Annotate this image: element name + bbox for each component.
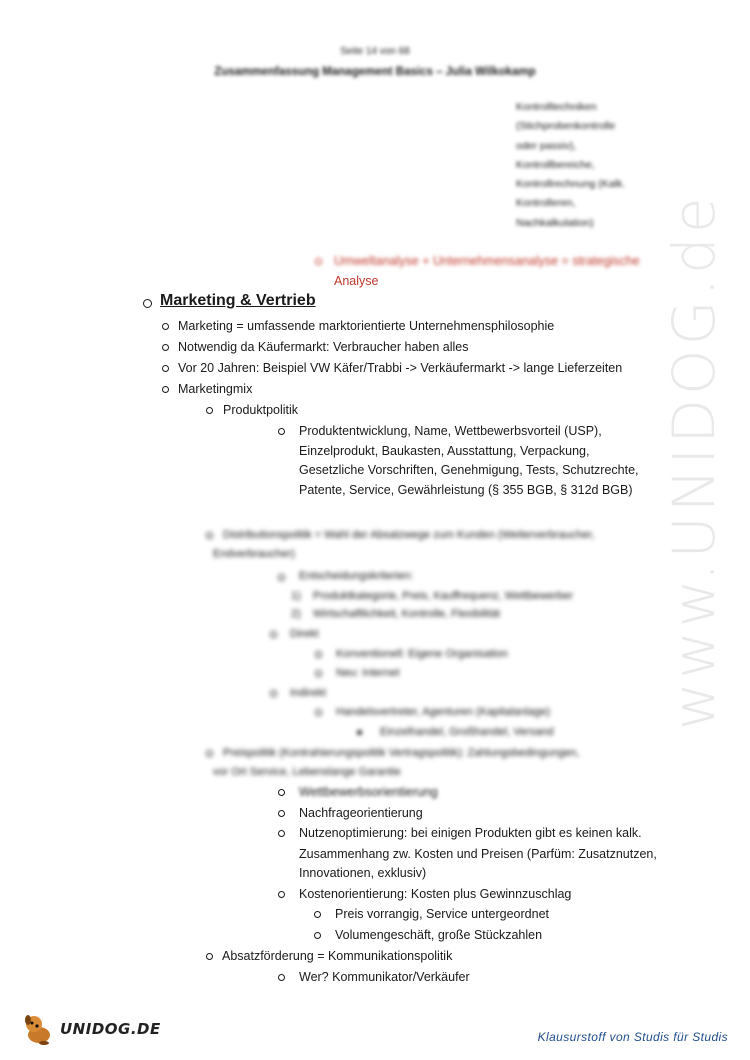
k1-line: Produktkategorie, Preis, Kauffrequenz, Wettbewerber: [313, 590, 574, 602]
top-right-line: oder passiv),: [516, 139, 577, 152]
i1-line: Handelsvertreter, Agenturen (Kapitalanlage): [336, 706, 551, 718]
bullet-icon: [314, 932, 321, 939]
preis-line2: vor Ort Service, Lebenslange Garantie: [213, 766, 401, 778]
list-item: Wer? Kommunikator/Verkäufer: [299, 970, 470, 984]
page-number: Seite 14 von 68: [340, 46, 410, 57]
bullet-icon: [270, 690, 277, 697]
bullet-icon: [162, 365, 169, 372]
k2-line: Wirtschaftlichkeit, Kontrolle, Flexibilität: [313, 608, 501, 620]
d1-line: Konventionell: Eigene Organisation: [336, 648, 508, 660]
k1-number: 1): [291, 590, 301, 602]
bullet-icon: [278, 974, 285, 981]
logo-text: UNIDOG.DE: [60, 1020, 161, 1038]
top-right-line: Kontrolltechniken: [516, 101, 597, 113]
bullet-icon: [357, 730, 362, 735]
list-item: Nachfrageorientierung: [299, 806, 423, 820]
i2-line: Einzelhandel, Großhandel, Versand: [380, 726, 554, 738]
d2-line: Neu: Internet: [336, 667, 400, 679]
detail-line: Gesetzliche Vorschriften, Genehmigung, Tests, Schutzrechte,: [299, 463, 639, 477]
red-item-line2: Analyse: [334, 274, 379, 288]
bullet-icon: [206, 953, 213, 960]
bullet-icon: [278, 574, 285, 581]
bullet-icon: [206, 750, 213, 757]
distribution-line2: Endverbraucher): [213, 548, 295, 560]
document-title: Zusammenfassung Management Basics – Julia Wilkokamp: [214, 66, 536, 78]
bullet-icon: [162, 323, 169, 330]
list-item: Nutzenoptimierung: bei einigen Produkten gibt es keinen kalk.: [299, 826, 642, 840]
detail-line: Einzelprodukt, Baukasten, Ausstattung, Verpackung,: [299, 443, 590, 458]
bullet-icon: [278, 428, 285, 435]
wettbewerb-line: Wettbewerbsorientierung: [299, 785, 438, 799]
bullet-icon: [143, 299, 152, 308]
list-item: Preis vorrangig, Service untergeordnet: [335, 907, 550, 921]
bullet-icon: [162, 386, 169, 393]
bullet-icon: [206, 407, 213, 414]
list-item: Marketing = umfassende marktorientierte Unternehmensphilosophie: [178, 319, 555, 333]
list-item: Notwendig da Käufermarkt: Verbraucher haben alles: [178, 340, 469, 354]
k2-number: 2): [291, 608, 301, 620]
indirekt-line: Indirekt: [290, 687, 327, 699]
top-right-line: Kontrollrechnung (Kalk.: [516, 178, 626, 191]
direkt-line: Direkt: [290, 628, 319, 640]
top-right-line: Kontrollbereiche,: [516, 158, 595, 171]
distribution-line: Distributionspolitik = Wahl der Absatzwege zum Kunden (Weiterverbraucher,: [223, 529, 595, 541]
red-item-line1: Umweltanalyse + Unternehmensanalyse = strategische: [334, 254, 640, 268]
bullet-icon: [278, 789, 285, 796]
list-item: Absatzförderung = Kommunikationspolitik: [222, 949, 453, 963]
dog-icon: [22, 1013, 56, 1045]
list-item: Marketingmix: [178, 382, 253, 396]
produktpolitik-details: [299, 422, 679, 500]
list-item-cont: Zusammenhang zw. Kosten und Preisen (Parfüm: Zusatznutzen,: [299, 847, 657, 861]
bullet-icon: [270, 631, 277, 638]
bullet-icon: [315, 670, 322, 677]
list-item: Volumengeschäft, große Stückzahlen: [335, 928, 543, 942]
watermark: www.UNIDOG.de: [660, 193, 728, 730]
list-item: Vor 20 Jahren: Beispiel VW Käfer/Trabbi -> Verkäufermarkt -> lange Lieferzeiten: [178, 361, 623, 375]
top-right-line: Kontrolleren,: [516, 197, 576, 210]
bullet-icon: [278, 810, 285, 817]
top-right-block: [516, 98, 625, 233]
bullet-icon: [315, 258, 322, 265]
preis-line: Preispolitik (Kontrahierungspolitik Vertragspolitik): Zahlungsbedingungen,: [223, 747, 580, 759]
produktpolitik-label: Produktpolitik: [223, 403, 299, 417]
detail-line: Patente, Service, Gewährleistung (§ 355 BGB, § 312d BGB): [299, 482, 633, 497]
kriterien-line: Entscheidungskriterien:: [299, 570, 414, 582]
bullet-icon: [162, 344, 169, 351]
footer-slogan: Klausurstoff von Studis für Studis: [537, 1030, 728, 1044]
unidog-logo[interactable]: [22, 1013, 161, 1045]
section-title: Marketing & Vertrieb: [160, 292, 316, 309]
bullet-icon: [278, 891, 285, 898]
top-right-line: (Stichprobenkontrolle: [516, 120, 616, 133]
top-right-line: Nachkalkulation): [516, 216, 594, 229]
bullet-icon: [315, 709, 322, 716]
bullet-icon: [314, 911, 321, 918]
list-item-cont: Innovationen, exklusiv): [299, 866, 427, 880]
list-item: Kostenorientierung: Kosten plus Gewinnzuschlag: [299, 887, 572, 901]
detail-line: Produktentwicklung, Name, Wettbewerbsvorteil (USP),: [299, 424, 602, 438]
bullet-icon: [278, 830, 285, 837]
bullet-icon: [315, 651, 322, 658]
bullet-icon: [206, 532, 213, 539]
